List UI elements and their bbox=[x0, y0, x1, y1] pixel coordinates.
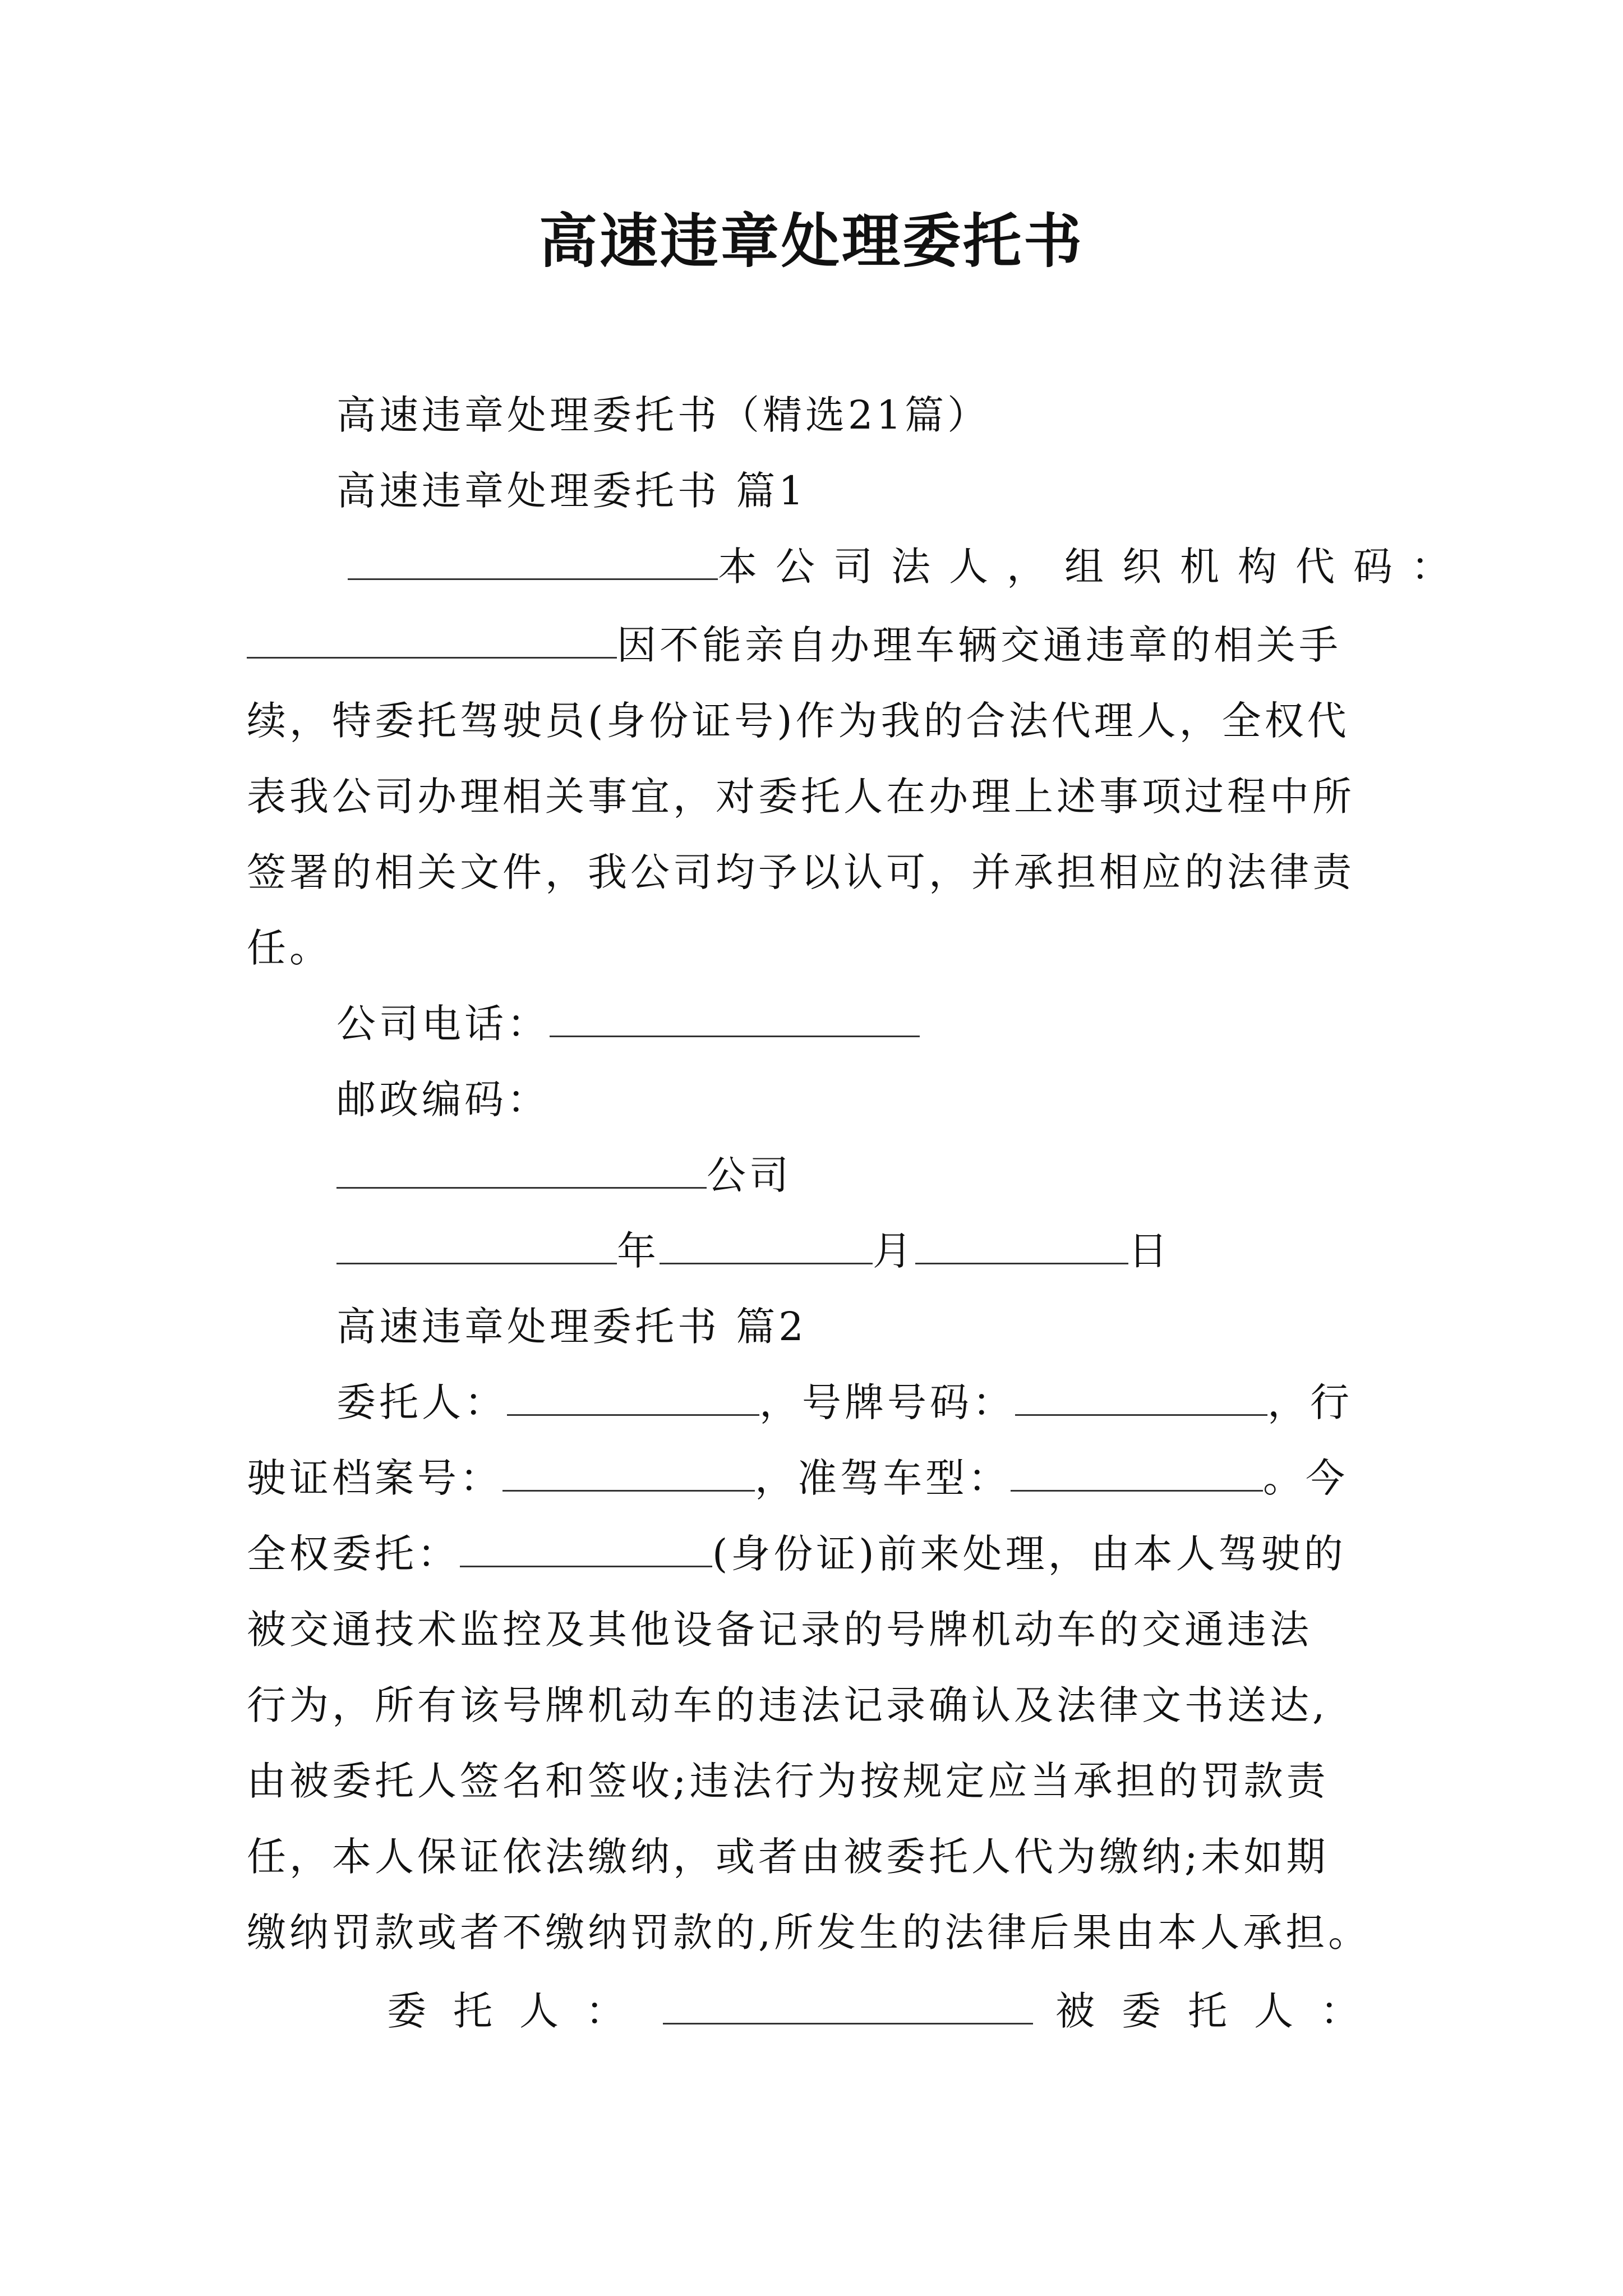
part1-line2-text: 因不能亲自办理车辆交通违章的相关手 bbox=[617, 622, 1341, 668]
blank-field bbox=[247, 618, 617, 659]
part2-line4: 被交通技术监控及其他设备记录的号牌机动车的交通违法 bbox=[247, 1607, 1312, 1653]
plate-blank bbox=[1015, 1375, 1267, 1416]
day-blank bbox=[915, 1223, 1128, 1264]
year-label: 年 bbox=[617, 1228, 660, 1274]
part2-line8: 缴纳罚款或者不缴纳罚款的,所发生的法律后果由本人承担。 bbox=[247, 1910, 1371, 1955]
part2-heading: 高速违章处理委托书 篇2 bbox=[336, 1304, 807, 1350]
part2-line6: 由被委托人签名和签收;违法行为按规定应当承担的罚款责 bbox=[247, 1758, 1329, 1804]
phone-line bbox=[336, 996, 920, 1052]
part1-line3: 续，特委托驾驶员(身份证号)作为我的合法代理人，全权代 bbox=[247, 698, 1350, 744]
blank-field bbox=[348, 539, 718, 580]
phone-label: 公司电话： bbox=[336, 1001, 550, 1047]
agent-sign-label: 被委托人： bbox=[1055, 1988, 1386, 2034]
principal-sign-blank bbox=[663, 1984, 1033, 2024]
license-file-blank bbox=[502, 1451, 755, 1492]
phone-blank bbox=[550, 996, 920, 1037]
part1-line1-text: 本公司法人，组织机构代码： bbox=[718, 544, 1469, 590]
company-blank bbox=[336, 1148, 707, 1189]
date-line bbox=[336, 1223, 1171, 1279]
principal-sign-label: 委托人： bbox=[387, 1988, 652, 2034]
part2-line3-text: (身份证)前来处理，由本人驾驶的 bbox=[712, 1531, 1347, 1577]
vehicle-class-label: ，准驾车型： bbox=[755, 1455, 1011, 1501]
company-label: 公司 bbox=[707, 1152, 792, 1198]
part2-line5: 行为，所有该号牌机动车的违法记录确认及法律文书送达, bbox=[247, 1682, 1329, 1728]
part1-line6: 任。 bbox=[247, 925, 332, 971]
document-subtitle: 高速违章处理委托书（精选21篇） bbox=[336, 392, 990, 438]
month-blank bbox=[660, 1223, 873, 1264]
document-title: 高速违章处理委托书 bbox=[538, 206, 1084, 275]
principal-label: 委托人： bbox=[336, 1379, 507, 1425]
part1-line2 bbox=[247, 617, 1341, 673]
part2-line3 bbox=[247, 1526, 1347, 1582]
vehicle-class-blank bbox=[1011, 1451, 1263, 1492]
postcode-label: 邮政编码： bbox=[336, 1076, 550, 1122]
part1-line1 bbox=[348, 539, 1469, 595]
part1-line4: 表我公司办理相关事宜，对委托人在办理上述事项过程中所 bbox=[247, 774, 1355, 820]
signature-line bbox=[387, 1983, 1386, 2039]
principal-blank bbox=[507, 1375, 759, 1416]
license-file-label: 驶证档案号： bbox=[247, 1455, 502, 1501]
part1-heading: 高速违章处理委托书 篇1 bbox=[336, 468, 807, 514]
day-label: 日 bbox=[1128, 1228, 1171, 1274]
authorize-blank bbox=[460, 1526, 712, 1567]
company-line bbox=[336, 1147, 792, 1203]
part2-line2 bbox=[247, 1450, 1348, 1506]
part2-line2-end: 。今 bbox=[1263, 1455, 1348, 1501]
month-label: 月 bbox=[873, 1228, 915, 1274]
part1-line5: 签署的相关文件，我公司均予以认可，并承担相应的法律责 bbox=[247, 849, 1355, 895]
part2-line7: 任，本人保证依法缴纳，或者由被委托人代为缴纳;未如期 bbox=[247, 1834, 1329, 1880]
year-blank bbox=[336, 1223, 617, 1264]
authorize-label: 全权委托： bbox=[247, 1531, 460, 1577]
part2-line1-end: ，行 bbox=[1267, 1379, 1353, 1425]
part2-line1 bbox=[336, 1374, 1353, 1430]
plate-label: ，号牌号码： bbox=[759, 1379, 1015, 1425]
